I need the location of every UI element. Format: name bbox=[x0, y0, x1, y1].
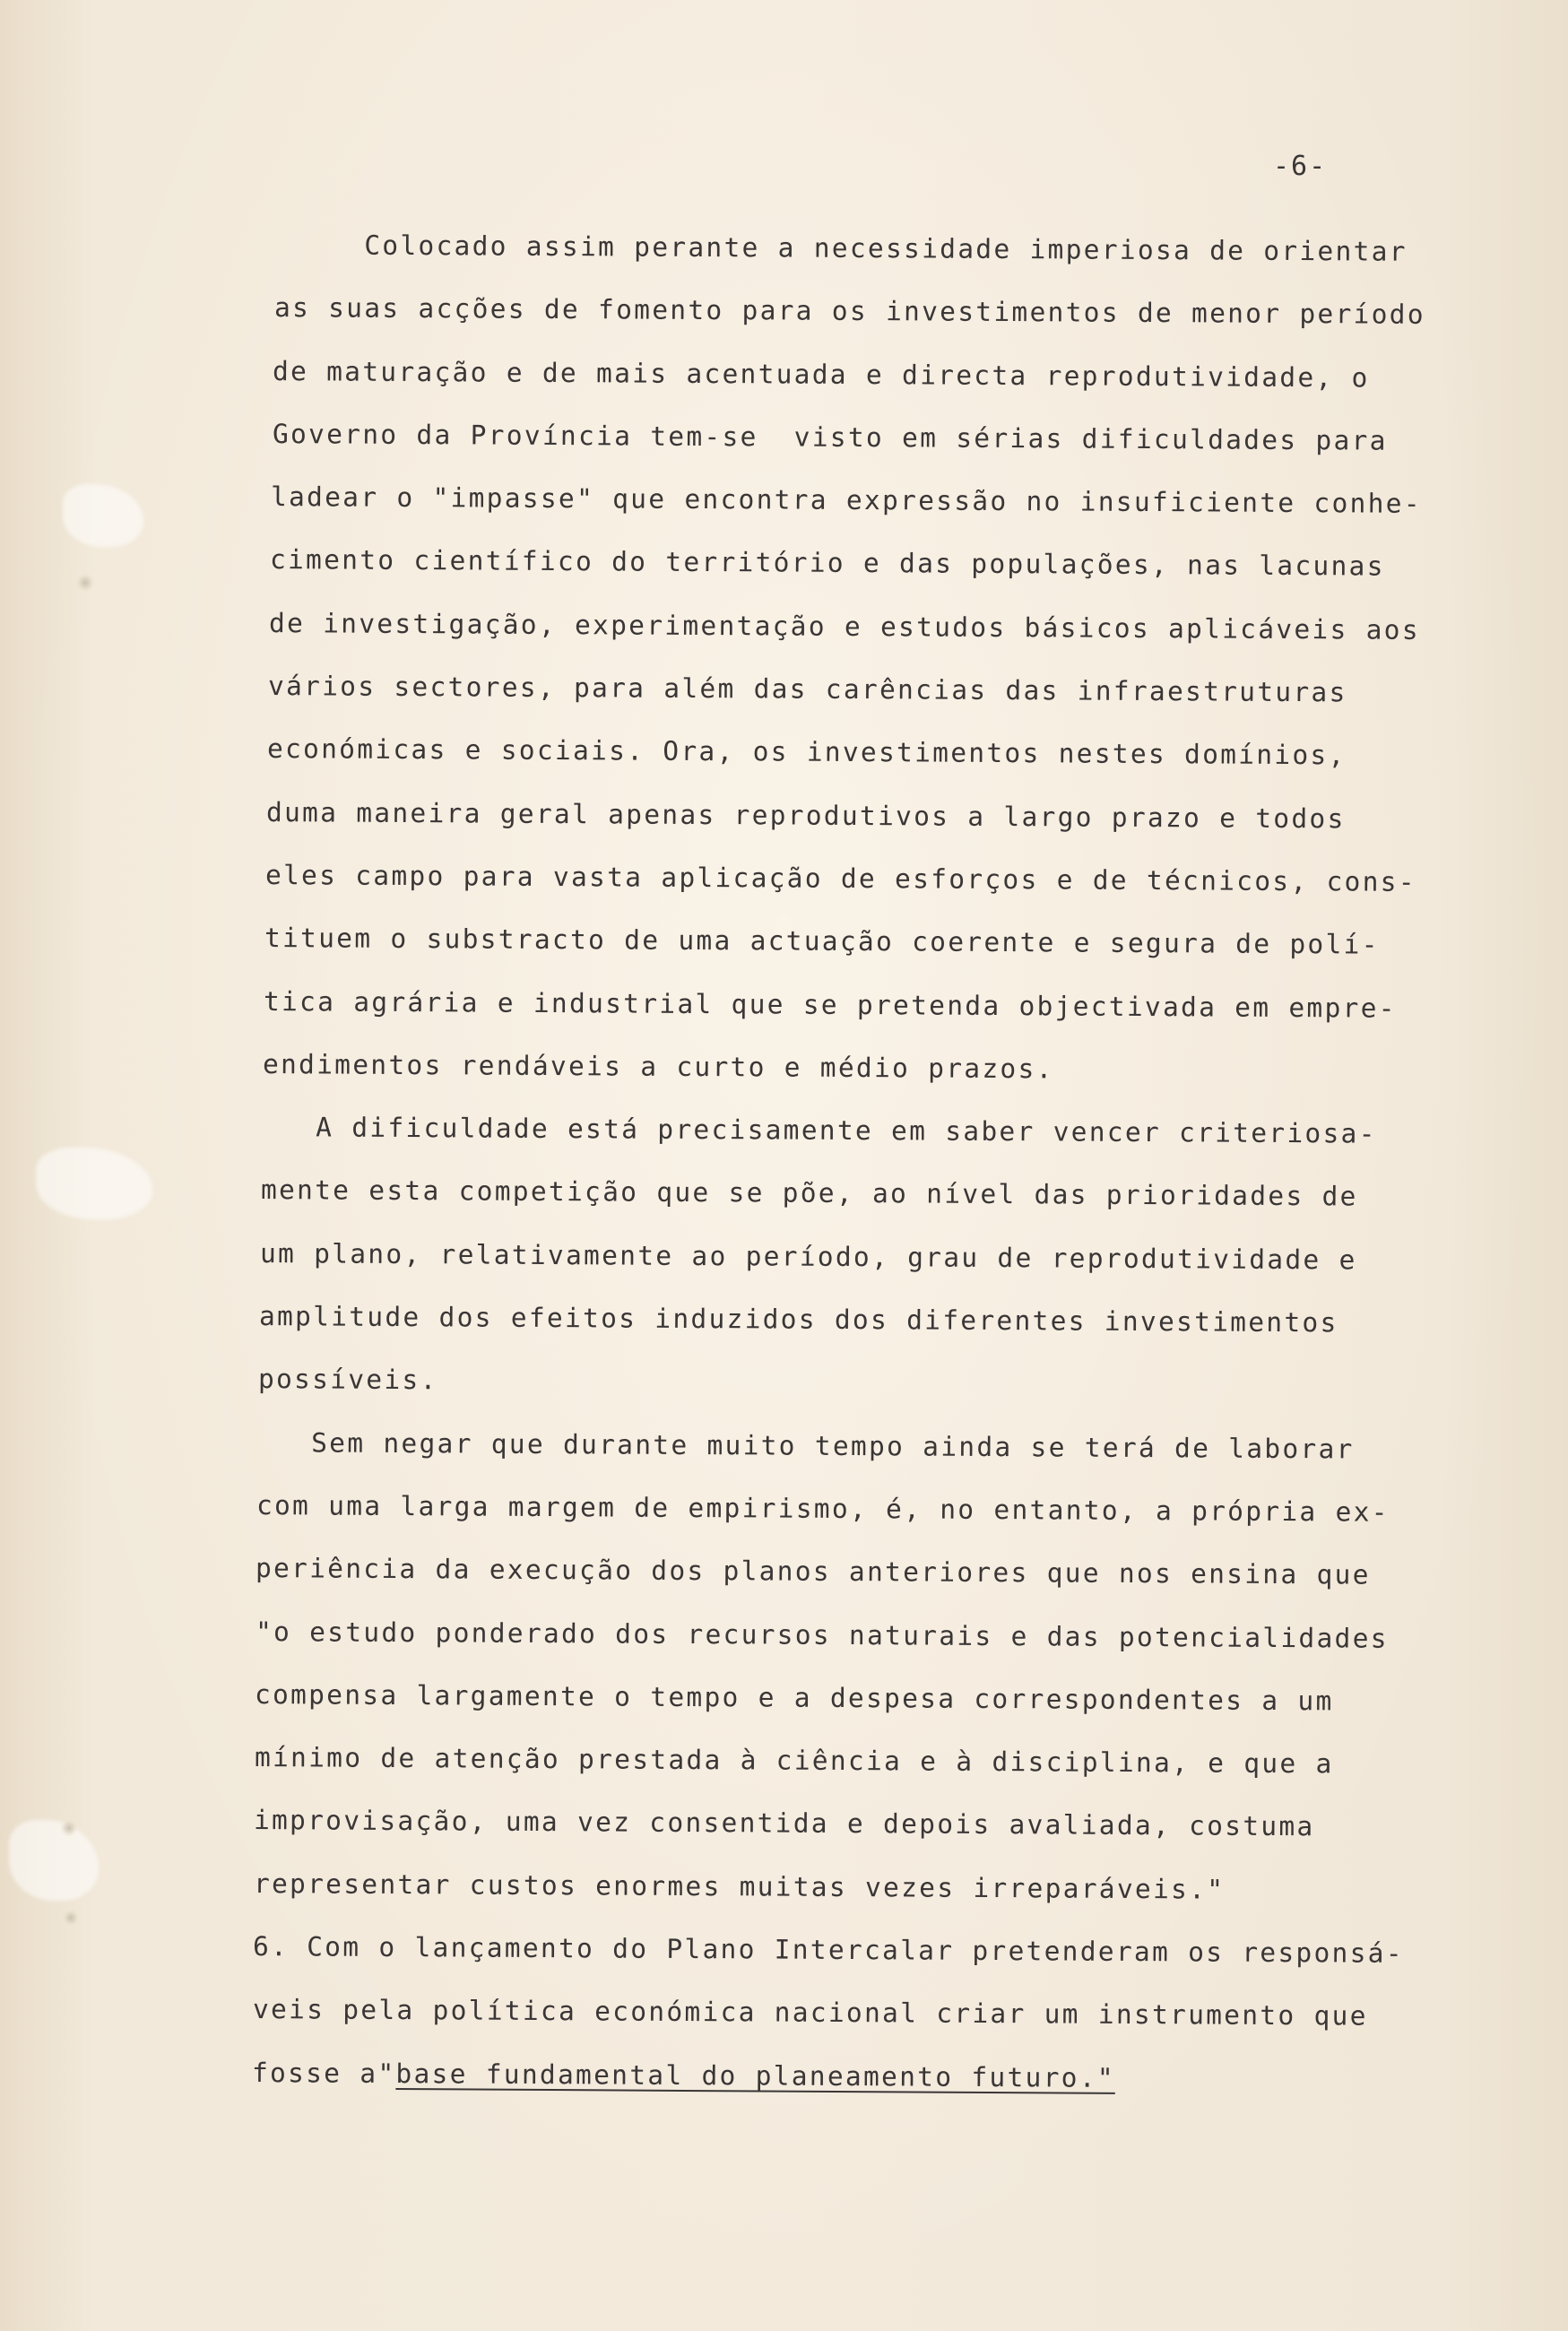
punch-hole bbox=[63, 1910, 79, 1926]
text-line: mínimo de atenção prestada à ciência e à disciplina, e que a bbox=[254, 1742, 1334, 1780]
page-number: -6- bbox=[1273, 151, 1328, 182]
text-line: compensa largamente o tempo e a despesa correspondentes a um bbox=[254, 1678, 1334, 1717]
text-line: representar custos enormes muitas vezes irreparáveis." bbox=[253, 1867, 1226, 1905]
text-line: A dificuldade está precisamente em saber vencer criteriosa- bbox=[261, 1112, 1377, 1149]
text-line: "o estudo ponderado dos recursos naturais e das potencialidades bbox=[255, 1616, 1389, 1654]
punch-hole bbox=[61, 1820, 77, 1836]
text-line: um plano, relativamente ao período, grau de reprodutividade e bbox=[259, 1237, 1357, 1276]
text-line: as suas acções de fomento para os investimentos de menor período bbox=[273, 292, 1425, 331]
text-line: improvisação, uma vez consentida e depois avaliada, costuma bbox=[253, 1805, 1315, 1842]
text-line-last bbox=[252, 2041, 1444, 2111]
document-body bbox=[251, 213, 1461, 2104]
text-line: tituem o substracto de uma actuação coerente e segura de polí- bbox=[264, 923, 1380, 960]
text-line: Governo da Província tem-se visto em sérias dificuldades para bbox=[272, 418, 1388, 456]
text-line: ladear o "impasse" que encontra expressão no insuficiente conhe- bbox=[270, 481, 1422, 520]
text-line: tica agrária e industrial que se pretenda objectivada em empre- bbox=[263, 985, 1397, 1024]
punch-hole bbox=[76, 574, 94, 592]
text-line: amplitude dos efeitos induzidos dos diferentes investimentos bbox=[258, 1301, 1338, 1339]
text-line: de maturação e de mais acentuada e directa reprodutividade, o bbox=[272, 355, 1370, 394]
text-line: veis pela política económica nacional criar um instrumento que bbox=[252, 1994, 1368, 2032]
text-line: económicas e sociais. Ora, os investimentos nestes domínios, bbox=[266, 733, 1347, 771]
text-line: 6. Com o lançamento do Plano Intercalar pretenderam os responsá- bbox=[252, 1931, 1404, 1969]
text-line: possíveis. bbox=[257, 1364, 438, 1396]
text-line: periência da execução dos planos anteriores que nos ensina que bbox=[255, 1553, 1371, 1590]
text-line: duma maneira geral apenas reprodutivos a largo prazo e todos bbox=[265, 796, 1346, 835]
text-line: eles campo para vasta aplicação de esforços e de técnicos, cons- bbox=[264, 859, 1416, 897]
text-line: com uma larga margem de empirismo, é, no entanto, a própria ex- bbox=[256, 1489, 1390, 1528]
text-line: cimento científico do território e das populações, nas lacunas bbox=[269, 544, 1385, 583]
paper-damage-mark bbox=[36, 1148, 152, 1219]
text-line: mente esta competição que se põe, ao nível das prioridades de bbox=[260, 1174, 1358, 1212]
paper-damage-mark bbox=[9, 1820, 99, 1901]
last-line-prefix: fosse a" bbox=[251, 2057, 396, 2089]
text-line: Sem negar que durante muito tempo ainda se terá de laborar bbox=[256, 1426, 1355, 1465]
paper-damage-mark bbox=[63, 484, 143, 547]
text-line: vários sectores, para além das carências das infraestruturas bbox=[267, 671, 1347, 708]
text-line: endimentos rendáveis a curto e médio prazos. bbox=[262, 1048, 1054, 1085]
underlined-quote: base fundamental do planeamento futuro." bbox=[395, 2058, 1115, 2093]
text-line: Colocado assim perante a necessidade imperiosa de orientar bbox=[273, 230, 1408, 267]
text-line: de investigação, experimentação e estudos básicos aplicáveis aos bbox=[268, 607, 1420, 646]
